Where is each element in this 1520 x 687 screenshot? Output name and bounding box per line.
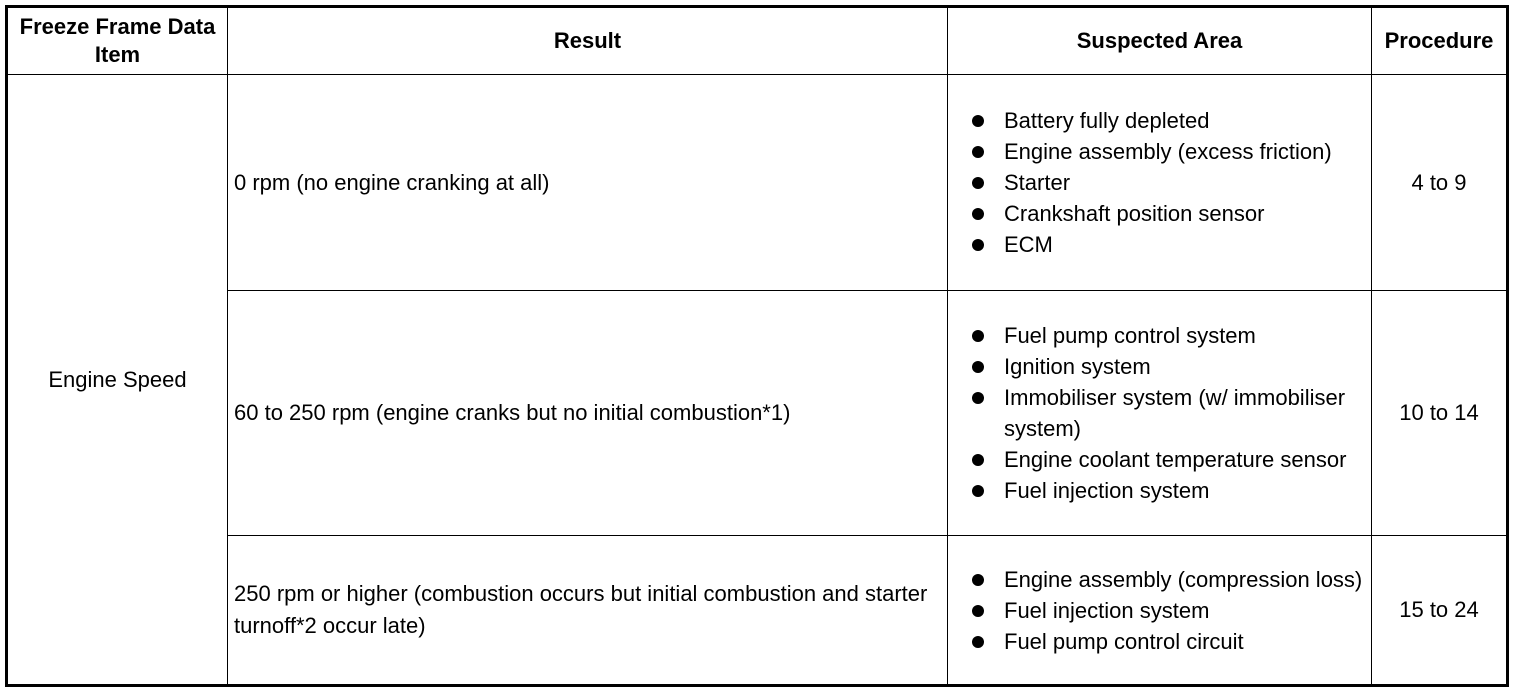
- list-item: Engine coolant temperature sensor: [972, 444, 1363, 475]
- result-cell: 250 rpm or higher (combustion occurs but initial combustion and starter turnoff*2 occur late): [228, 536, 948, 686]
- bullet-icon: [972, 361, 984, 373]
- list-item: ECM: [972, 229, 1363, 260]
- header-result: Result: [228, 7, 948, 75]
- bullet-icon: [972, 574, 984, 586]
- bullet-icon: [972, 330, 984, 342]
- table-row: [7, 75, 1508, 291]
- list-item: Engine assembly (excess friction): [972, 136, 1363, 167]
- list-item: Fuel pump control system: [972, 320, 1363, 351]
- table-row: [7, 536, 1508, 686]
- header-row: [7, 7, 1508, 75]
- suspected-area-list: [972, 105, 1363, 260]
- list-item: Immobiliser system (w/ immobiliser system): [972, 382, 1363, 444]
- procedure-cell: 4 to 9: [1372, 75, 1508, 291]
- item-cell-engine-speed: Engine Speed: [7, 75, 228, 686]
- header-procedure: Procedure: [1372, 7, 1508, 75]
- list-item: Battery fully depleted: [972, 105, 1363, 136]
- suspected-area-list: [972, 320, 1363, 506]
- bullet-icon: [972, 177, 984, 189]
- bullet-icon: [972, 392, 984, 404]
- list-item: Starter: [972, 167, 1363, 198]
- bullet-icon: [972, 454, 984, 466]
- list-item: Fuel injection system: [972, 595, 1363, 626]
- procedure-cell: 15 to 24: [1372, 536, 1508, 686]
- bullet-icon: [972, 115, 984, 127]
- bullet-icon: [972, 605, 984, 617]
- suspected-area-cell: [948, 75, 1372, 291]
- header-item: Freeze Frame Data Item: [7, 7, 228, 75]
- list-item: Ignition system: [972, 351, 1363, 382]
- list-item: Fuel injection system: [972, 475, 1363, 506]
- suspected-area-list: [972, 564, 1363, 657]
- bullet-icon: [972, 636, 984, 648]
- bullet-icon: [972, 239, 984, 251]
- bullet-icon: [972, 146, 984, 158]
- procedure-cell: 10 to 14: [1372, 291, 1508, 536]
- list-item: Fuel pump control circuit: [972, 626, 1363, 657]
- header-suspected-area: Suspected Area: [948, 7, 1372, 75]
- suspected-area-cell: [948, 536, 1372, 686]
- suspected-area-cell: [948, 291, 1372, 536]
- freeze-frame-table: [5, 5, 1509, 687]
- table-row: [7, 291, 1508, 536]
- list-item: Crankshaft position sensor: [972, 198, 1363, 229]
- result-cell: 60 to 250 rpm (engine cranks but no initial combustion*1): [228, 291, 948, 536]
- bullet-icon: [972, 485, 984, 497]
- list-item: Engine assembly (compression loss): [972, 564, 1363, 595]
- result-cell: 0 rpm (no engine cranking at all): [228, 75, 948, 291]
- bullet-icon: [972, 208, 984, 220]
